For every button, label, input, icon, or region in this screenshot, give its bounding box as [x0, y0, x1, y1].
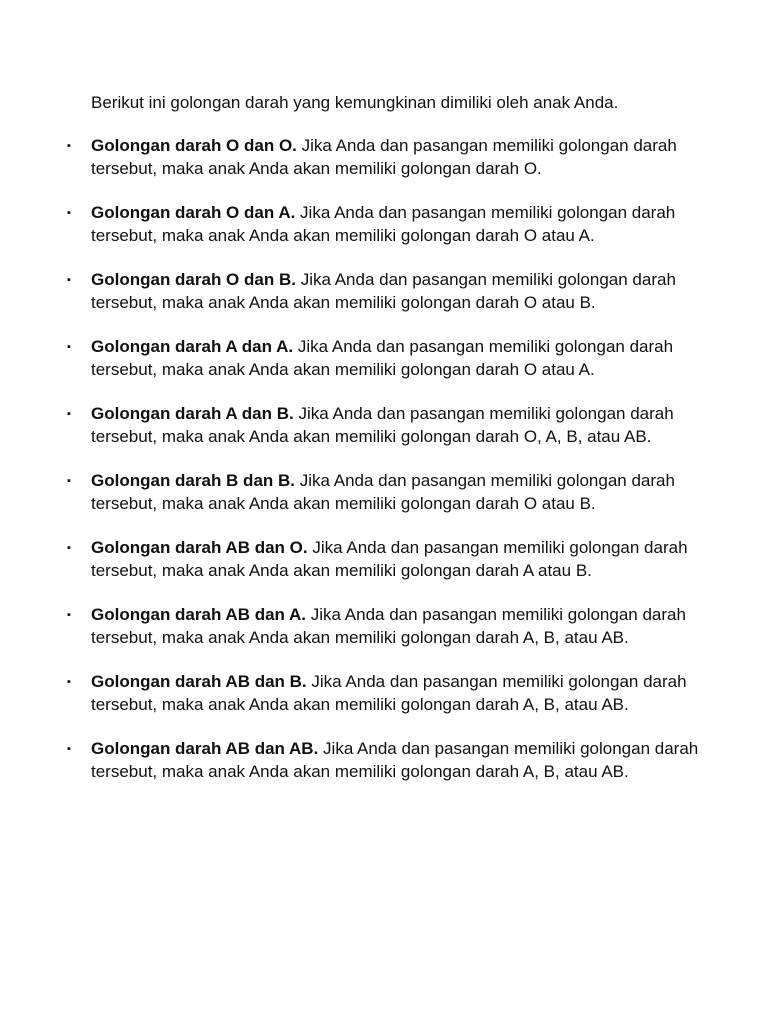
blood-type-list — [0, 135, 768, 805]
bullet-icon: ▪ — [67, 676, 71, 688]
bullet-icon: ▪ — [67, 542, 71, 554]
list-item — [0, 269, 768, 314]
bullet-icon: ▪ — [67, 207, 71, 219]
list-item-body: Jika Anda dan pasangan memiliki golongan darah tersebut, maka anak Anda akan memiliki golongan darah O atau B. — [91, 270, 676, 312]
list-item — [0, 470, 768, 515]
list-item-heading: Golongan darah O dan A. — [91, 203, 296, 222]
bullet-icon: ▪ — [67, 475, 71, 487]
list-item — [0, 135, 768, 180]
list-item-body: Jika Anda dan pasangan memiliki golongan darah tersebut, maka anak Anda akan memiliki golongan darah O atau A. — [91, 337, 674, 379]
list-item-text — [91, 470, 708, 515]
list-item-text — [91, 738, 708, 783]
list-item-body: Jika Anda dan pasangan memiliki golongan darah tersebut, maka anak Anda akan memiliki golongan darah A atau B. — [91, 538, 688, 580]
list-item-text — [91, 269, 708, 314]
intro-paragraph: Berikut ini golongan darah yang kemungkinan dimiliki oleh anak Anda. — [91, 93, 619, 112]
list-item-text — [91, 135, 708, 180]
list-item-heading: Golongan darah O dan O. — [91, 136, 297, 155]
list-item-heading: Golongan darah AB dan B. — [91, 672, 307, 691]
list-item-text — [91, 336, 708, 381]
bullet-icon: ▪ — [67, 274, 71, 286]
list-item-heading: Golongan darah AB dan O. — [91, 538, 308, 557]
list-item-body: Jika Anda dan pasangan memiliki golongan darah tersebut, maka anak Anda akan memiliki golongan darah A, B, atau AB. — [91, 672, 687, 714]
bullet-icon: ▪ — [67, 140, 71, 152]
list-item-body: Jika Anda dan pasangan memiliki golongan darah tersebut, maka anak Anda akan memiliki golongan darah O atau B. — [91, 471, 675, 513]
list-item-body: Jika Anda dan pasangan memiliki golongan darah tersebut, maka anak Anda akan memiliki golongan darah O, A, B, atau AB. — [91, 404, 674, 446]
list-item — [0, 604, 768, 649]
list-item — [0, 671, 768, 716]
list-item-body: Jika Anda dan pasangan memiliki golongan darah tersebut, maka anak Anda akan memiliki golongan darah O atau A. — [91, 203, 676, 245]
list-item — [0, 537, 768, 582]
list-item-text — [91, 671, 708, 716]
list-item-text — [91, 202, 708, 247]
bullet-icon: ▪ — [67, 341, 71, 353]
bullet-icon: ▪ — [67, 609, 71, 621]
list-item-text — [91, 537, 708, 582]
list-item — [0, 336, 768, 381]
list-item-text — [91, 604, 708, 649]
list-item-body: Jika Anda dan pasangan memiliki golongan darah tersebut, maka anak Anda akan memiliki golongan darah O. — [91, 136, 677, 178]
list-item-body: Jika Anda dan pasangan memiliki golongan darah tersebut, maka anak Anda akan memiliki golongan darah A, B, atau AB. — [91, 739, 699, 781]
list-item — [0, 403, 768, 448]
list-item-heading: Golongan darah A dan A. — [91, 337, 294, 356]
bullet-icon: ▪ — [67, 743, 71, 755]
list-item-body: Jika Anda dan pasangan memiliki golongan darah tersebut, maka anak Anda akan memiliki golongan darah A, B, atau AB. — [91, 605, 686, 647]
list-item-heading: Golongan darah AB dan AB. — [91, 739, 319, 758]
list-item — [0, 202, 768, 247]
list-item-heading: Golongan darah O dan B. — [91, 270, 296, 289]
list-item-heading: Golongan darah B dan B. — [91, 471, 296, 490]
list-item-heading: Golongan darah AB dan A. — [91, 605, 307, 624]
list-item-heading: Golongan darah A dan B. — [91, 404, 294, 423]
list-item — [0, 738, 768, 783]
list-item-text — [91, 403, 708, 448]
bullet-icon: ▪ — [67, 408, 71, 420]
